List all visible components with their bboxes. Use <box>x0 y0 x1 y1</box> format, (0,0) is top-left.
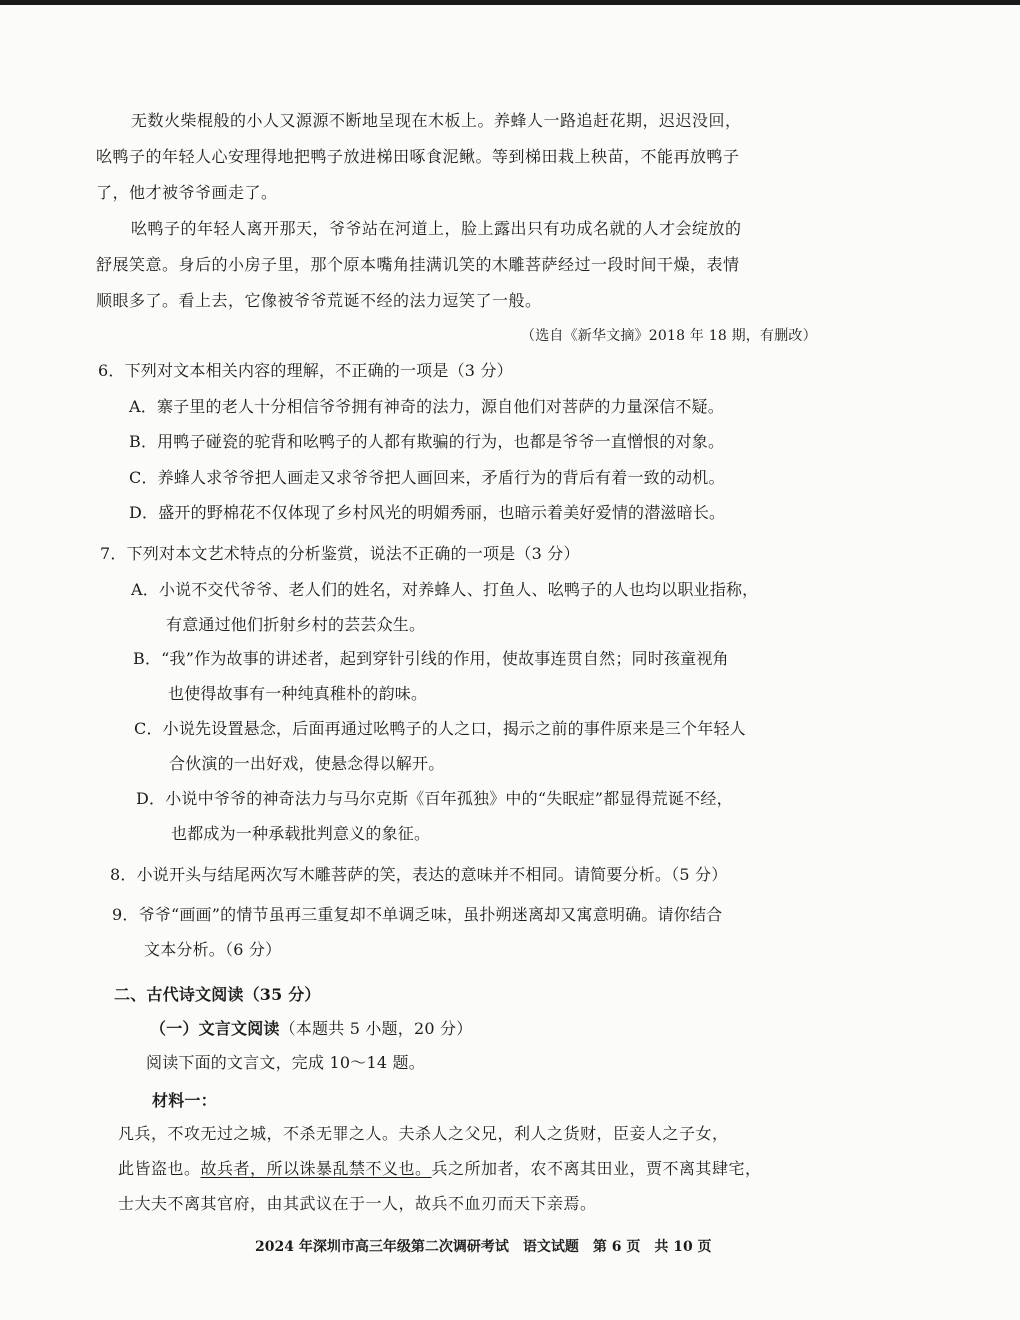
underlined-sentence: 故兵者，所以诛暴乱禁不义也。 <box>200 1159 432 1178</box>
question-7-option-b: B．“我”作为故事的讲述者，起到穿针引线的作用，使故事连贯自然；同时孩童视角 <box>133 649 729 668</box>
passage-line: 吆鸭子的年轻人心安理得地把鸭子放进梯田啄食泥鳅。等到梯田栽上秧苗，不能再放鸭子 <box>96 147 740 166</box>
question-6-stem: 6．下列对文本相关内容的理解，不正确的一项是（3 分） <box>98 361 513 380</box>
material-line: 凡兵，不攻无过之城，不杀无罪之人。夫杀人之父兄，利人之货财，臣妾人之子女， <box>118 1124 729 1143</box>
question-8: 8．小说开头与结尾两次写木雕菩萨的笑，表达的意味并不相同。请简要分析。（5 分） <box>110 865 728 884</box>
passage-line: 顺眼多了。看上去，它像被爷爷荒诞不经的法力逗笑了一般。 <box>96 291 542 310</box>
question-7-stem: 7．下列对本文艺术特点的分析鉴赏，说法不正确的一项是（3 分） <box>100 544 580 563</box>
material-line: 士大夫不离其官府，由其武议在于一人，故兵不血刃而天下亲焉。 <box>118 1194 597 1213</box>
question-7-option-b-cont: 也使得故事有一种纯真稚朴的韵味。 <box>168 684 428 703</box>
passage-line: 吆鸭子的年轻人离开那天，爷爷站在河道上，脸上露出只有功成名就的人才会绽放的 <box>131 219 742 238</box>
question-7-option-d: D．小说中爷爷的神奇法力与马尔克斯《百年孤独》中的“失眠症”都显得荒诞不经， <box>136 789 733 808</box>
question-6-option-c: C．养蜂人求爷爷把人画走又求爷爷把人画回来，矛盾行为的背后有着一致的动机。 <box>129 468 725 487</box>
passage-line: 无数火柴棍般的小人又源源不断地呈现在木板上。养蜂人一路追赶花期，迟迟没回， <box>131 111 742 130</box>
subsection-title-note: （本题共 5 小题，20 分） <box>279 1019 473 1038</box>
material-line <box>118 1158 762 1180</box>
material-text: 兵之所加者，农不离其田业，贾不离其肆宅， <box>431 1159 762 1178</box>
material-label: 材料一： <box>152 1091 217 1110</box>
question-7-option-c-cont: 合伙演的一出好戏，使悬念得以解开。 <box>169 754 445 773</box>
material-text: 此皆盗也。 <box>118 1159 201 1178</box>
passage-line: 了，他才被爷爷画走了。 <box>96 183 278 202</box>
subsection-title-bold: （一）文言文阅读 <box>150 1019 280 1038</box>
question-7-option-a: A．小说不交代爷爷、老人们的姓名，对养蜂人、打鱼人、吆鸭子的人也均以职业指称， <box>131 580 759 599</box>
question-6-option-a: A．寨子里的老人十分相信爷爷拥有神奇的法力，源自他们对菩萨的力量深信不疑。 <box>129 397 724 416</box>
section-2-title: 二、古代诗文阅读（35 分） <box>114 985 321 1004</box>
question-6-option-d: D．盛开的野棉花不仅体现了乡村风光的明媚秀丽，也暗示着美好爱情的潜滋暗长。 <box>129 503 726 522</box>
question-7-option-a-cont: 有意通过他们折射乡村的芸芸众生。 <box>166 615 426 634</box>
passage-source: （选自《新华文摘》2018 年 18 期，有删改） <box>521 328 817 344</box>
question-7-option-d-cont: 也都成为一种承载批判意义的象征。 <box>171 824 431 843</box>
question-7-option-c: C．小说先设置悬念，后面再通过吆鸭子的人之口，揭示之前的事件原来是三个年轻人 <box>134 719 746 738</box>
question-9-cont: 文本分析。（6 分） <box>144 940 282 959</box>
scan-top-edge <box>0 0 1020 5</box>
subsection-title <box>150 1018 472 1040</box>
question-6-option-b: B．用鸭子碰瓷的驼背和吆鸭子的人都有欺骗的行为，也都是爷爷一直憎恨的对象。 <box>129 432 725 451</box>
passage-line: 舒展笑意。身后的小房子里，那个原本嘴角挂满讥笑的木雕菩萨经过一段时间干燥，表情 <box>96 255 740 274</box>
question-9: 9．爷爷“画画”的情节虽再三重复却不单调乏味，虽扑朔迷离却又寓意明确。请你结合 <box>112 905 723 924</box>
page-footer: 2024 年深圳市高三年级第二次调研考试 语文试题 第 6 页 共 10 页 <box>255 1239 712 1255</box>
reading-instruction: 阅读下面的文言文，完成 10～14 题。 <box>146 1053 425 1072</box>
